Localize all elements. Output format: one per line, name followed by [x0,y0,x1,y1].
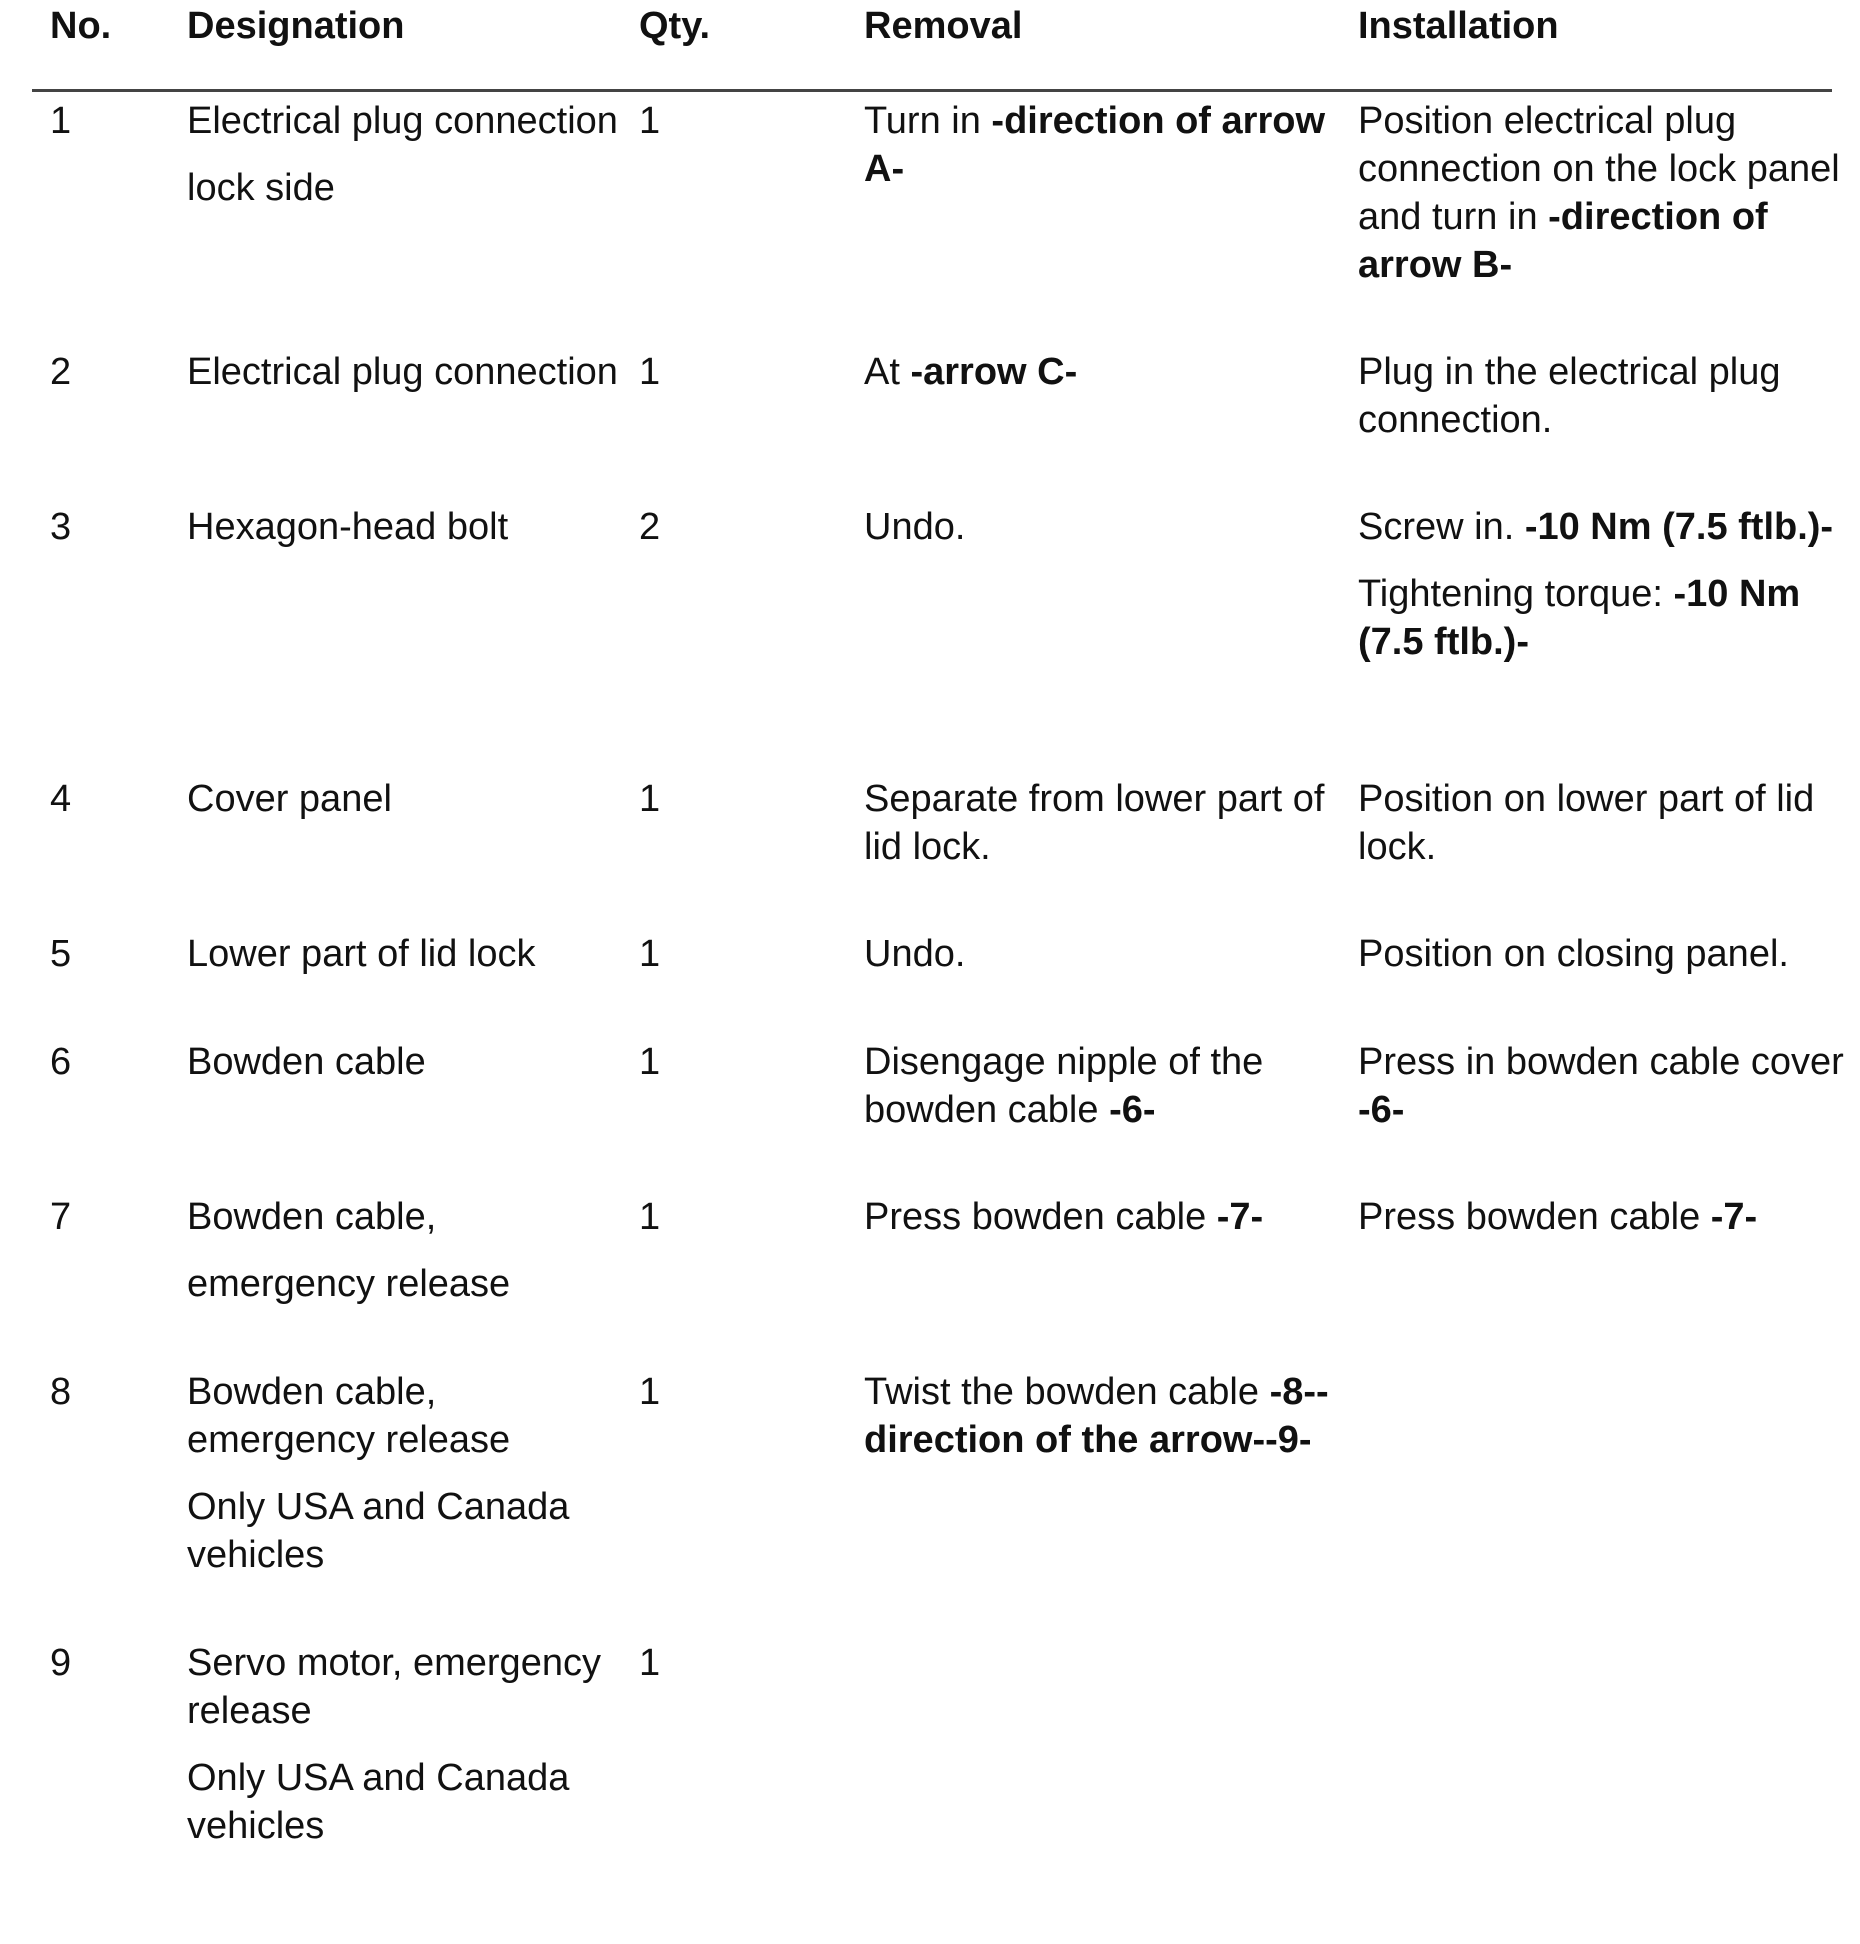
installation-cell [1358,348,1858,444]
installation-cell [1358,503,1858,666]
instruction-text: Undo. [864,506,966,548]
header-installation: Installation [1358,5,1559,47]
designation-text: Bowden cable [187,1041,426,1083]
header-removal: Removal [864,5,1023,47]
quantity: 1 [639,351,661,393]
designation-text: Only USA and Canada vehicles [187,1757,570,1847]
header-no: No. [50,5,112,47]
instruction-text: Turn in [864,100,992,142]
removal-cell [864,97,1344,193]
designation-text: Hexagon-head bolt [187,506,509,548]
removal-cell-paragraph [864,1368,1344,1464]
instruction-text: Disengage nipple of the bowden cable [864,1041,1264,1131]
installation-cell-paragraph [1358,1193,1858,1241]
bold-reference: -direction of arrow A- [864,100,1325,190]
installation-cell-paragraph [1358,348,1858,444]
designation-cell [187,1368,627,1579]
designation-text: Cover panel [187,778,392,820]
row-number: 3 [50,506,72,548]
row-number: 9 [50,1642,72,1684]
row-number: 4 [50,778,72,820]
installation-cell [1358,930,1858,978]
quantity: 1 [639,1196,661,1238]
bold-reference: -10 Nm (7.5 ftlb.)- [1358,573,1801,663]
table-header [32,0,1832,92]
bold-reference: -direction of arrow B- [1358,196,1768,286]
bold-reference: -arrow C- [910,351,1078,393]
installation-cell-paragraph [1358,1038,1858,1134]
bold-reference: -6- [1358,1089,1405,1131]
installation-cell-paragraph [1358,570,1858,666]
designation-cell [187,1193,627,1308]
instruction-text: Plug in the electrical plug connection. [1358,351,1781,441]
designation-text: Lower part of lid lock [187,933,536,975]
removal-cell [864,503,1344,551]
removal-cell-paragraph [864,503,1344,551]
row-number: 6 [50,1041,72,1083]
bold-reference: -6- [1109,1089,1156,1131]
installation-cell [1358,97,1858,289]
designation-cell [187,348,627,396]
header-designation: Designation [187,5,405,47]
quantity: 2 [639,506,661,548]
instruction-text: Tightening torque: [1358,573,1674,615]
quantity: 1 [639,1041,661,1083]
removal-cell [864,1368,1344,1464]
installation-cell [1358,775,1858,871]
removal-cell-paragraph [864,775,1344,871]
removal-cell [864,1038,1344,1134]
installation-cell-paragraph [1358,503,1858,551]
designation-text: Only USA and Canada vehicles [187,1486,570,1576]
instruction-text: Twist the bowden cable [864,1371,1270,1413]
quantity: 1 [639,778,661,820]
instruction-text: Undo. [864,933,966,975]
designation-cell [187,1038,627,1086]
designation-text: Servo motor, emergency release [187,1642,601,1732]
instruction-text: Screw in. [1358,506,1525,548]
removal-cell-paragraph [864,930,1344,978]
row-number: 1 [50,100,72,142]
designation-text: lock side [187,167,335,209]
installation-cell [1358,1193,1858,1241]
quantity: 1 [639,933,661,975]
removal-cell-paragraph [864,1038,1344,1134]
designation-text: Electrical plug connection [187,351,618,393]
removal-cell-paragraph [864,97,1344,193]
designation-cell [187,930,627,978]
instruction-text: Press in bowden cable cover [1358,1041,1844,1083]
removal-cell-paragraph [864,1193,1344,1241]
installation-cell-paragraph [1358,97,1858,289]
instruction-text: Position on closing panel. [1358,933,1789,975]
removal-cell [864,348,1344,396]
instruction-text: Position electrical plug connection on the lock panel and turn in [1358,100,1840,238]
instruction-text: At [864,351,911,393]
quantity: 1 [639,1642,661,1684]
designation-text: Electrical plug connection [187,100,618,142]
header-qty: Qty. [639,5,711,47]
installation-cell [1358,1038,1858,1134]
removal-cell [864,930,1344,978]
designation-text: Bowden cable, [187,1196,437,1238]
removal-cell [864,775,1344,871]
designation-text: Bowden cable, emergency release [187,1371,511,1461]
quantity: 1 [639,100,661,142]
bold-reference: -10 Nm (7.5 ftlb.)- [1524,506,1834,548]
bold-reference: -7- [1710,1196,1758,1238]
designation-cell [187,503,627,551]
bold-reference: -8--direction of the arrow--9- [864,1371,1329,1461]
designation-text: emergency release [187,1263,511,1305]
installation-cell-paragraph [1358,930,1858,978]
row-number: 7 [50,1196,72,1238]
designation-cell [187,97,627,212]
instruction-text: Press bowden cable [1358,1196,1711,1238]
parts-table [32,0,1844,1847]
removal-cell [864,1193,1344,1241]
row-number: 5 [50,933,72,975]
bold-reference: -7- [1216,1196,1264,1238]
removal-cell-paragraph [864,348,1344,396]
row-number: 2 [50,351,72,393]
installation-cell-paragraph [1358,775,1858,871]
instruction-text: Position on lower part of lid lock. [1358,778,1815,868]
row-number: 8 [50,1371,72,1413]
instruction-text: Separate from lower part of lid lock. [864,778,1325,868]
designation-cell [187,775,627,823]
designation-cell [187,1639,627,1850]
instruction-text: Press bowden cable [864,1196,1217,1238]
quantity: 1 [639,1371,661,1413]
